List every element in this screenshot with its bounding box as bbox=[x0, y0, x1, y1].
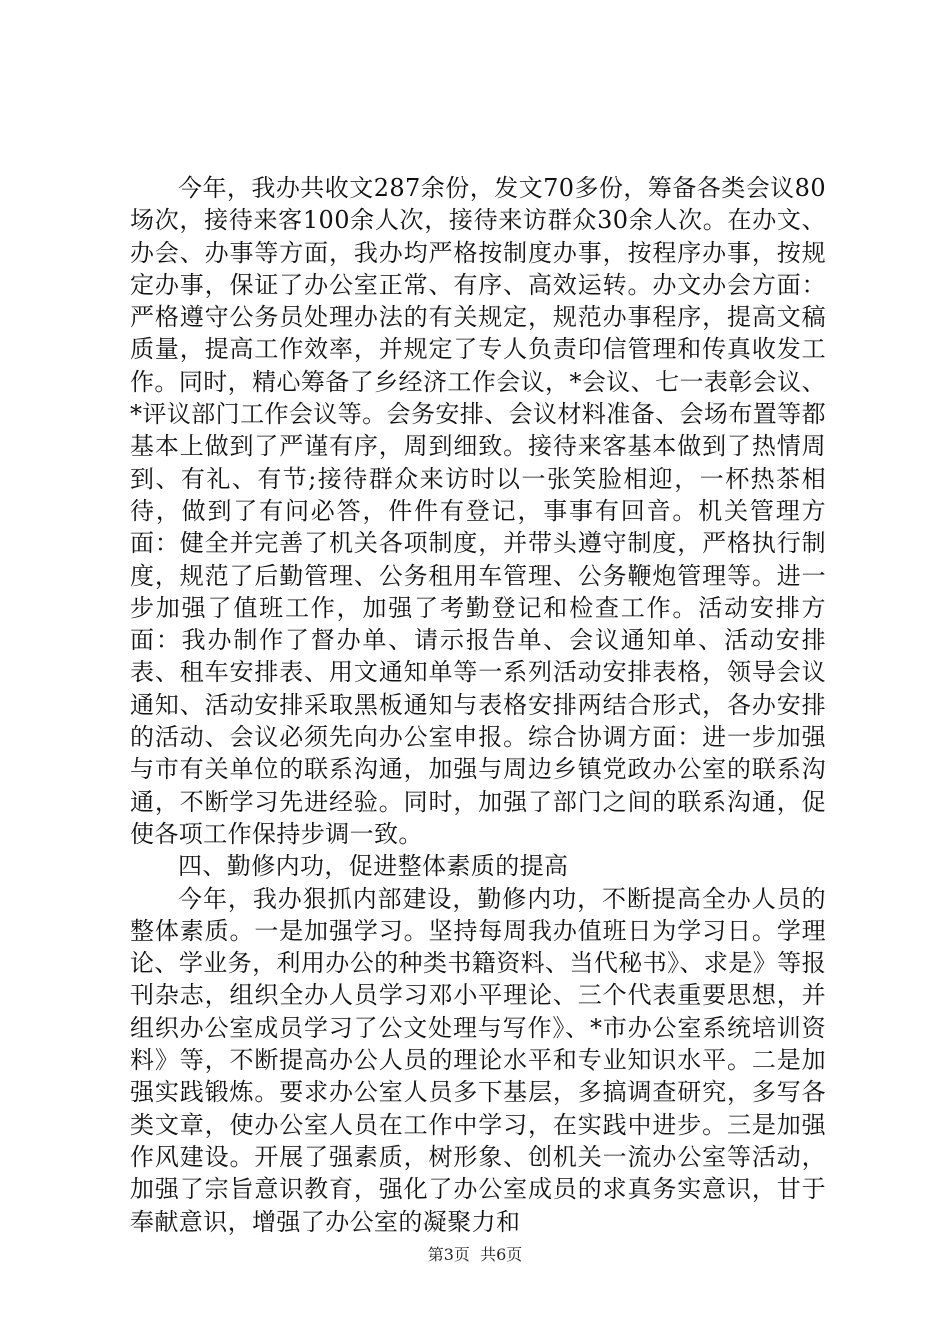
document-body bbox=[130, 172, 826, 1238]
paragraph-internal-building: 今年，我办狠抓内部建设，勤修内功，不断提高全办人员的整体素质。一是加强学习。坚持每周我办值班日为学习日。学理论、学业务，利用办公的种类书籍资料、当代秘书》、求是》等报刊杂志，组织全办人员学习邓小平理论、三个代表重要思想，并组织办公室成员学习了公文处理与写作》、*市办公室系统培训资料》等，不断提高办公人员的理论水平和专业知识水平。二是加强实践锻炼。要求办公室人员多下基层，多搞调查研究，多写各类文章，使办公室人员在工作中学习，在实践中进步。三是加强作风建设。开展了强素质，树形象、创机关一流办公室等活动，加强了宗旨意识教育，强化了办公室成员的求真务实意识，甘于奉献意识，增强了办公室的凝聚力和 bbox=[130, 884, 826, 1236]
section-heading-4: 四、勤修内功，促进整体素质的提高 bbox=[178, 852, 569, 881]
page-number-footer: 第3页 共6页 bbox=[427, 1245, 523, 1264]
paragraph-office-work: 今年，我办共收文287余份，发文70多份，筹备各类会议80场次，接待来客100余人次，接待来访群众30余人次。在办文、办会、办事等方面，我办均严格按制度办事，按程序办事，按规定办事，保证了办公室正常、有序、高效运转。办文办会方面：严格遵守公务员处理办法的有关规定，规范办事程序，提高文稿质量，提高工作效率，并规定了专人负责印信管理和传真收发工作。同时，精心筹备了乡经济工作会议，*会议、七一表彰会议、*评议部门工作会议等。会务安排、会议材料准备、会场布置等都基本上做到了严谨有序，周到细致。接待来客基本做到了热情周到、有礼、有节;接待群众来访时以一张笑脸相迎，一杯热茶相待，做到了有问必答，件件有登记，事事有回音。机关管理方面：健全并完善了机关各项制度，并带头遵守制度，严格执行制度，规范了后勤管理、公务租用车管理、公务鞭炮管理等。进一步加强了值班工作，加强了考勤登记和检查工作。活动安排方面：我办制作了督办单、请示报告单、会议通知单、活动安排表、租车安排表、用文通知单等一系列活动安排表格，领导会议通知、活动安排采取黑板通知与表格安排两结合形式，各办安排的活动、会议必须先向办公室申报。综合协调方面：进一步加强与市有关单位的联系沟通，加强与周边乡镇党政办公室的联系沟通，不断学习先进经验。同时，加强了部门之间的联系沟通，促使各项工作保持步调一致。 bbox=[130, 174, 826, 848]
